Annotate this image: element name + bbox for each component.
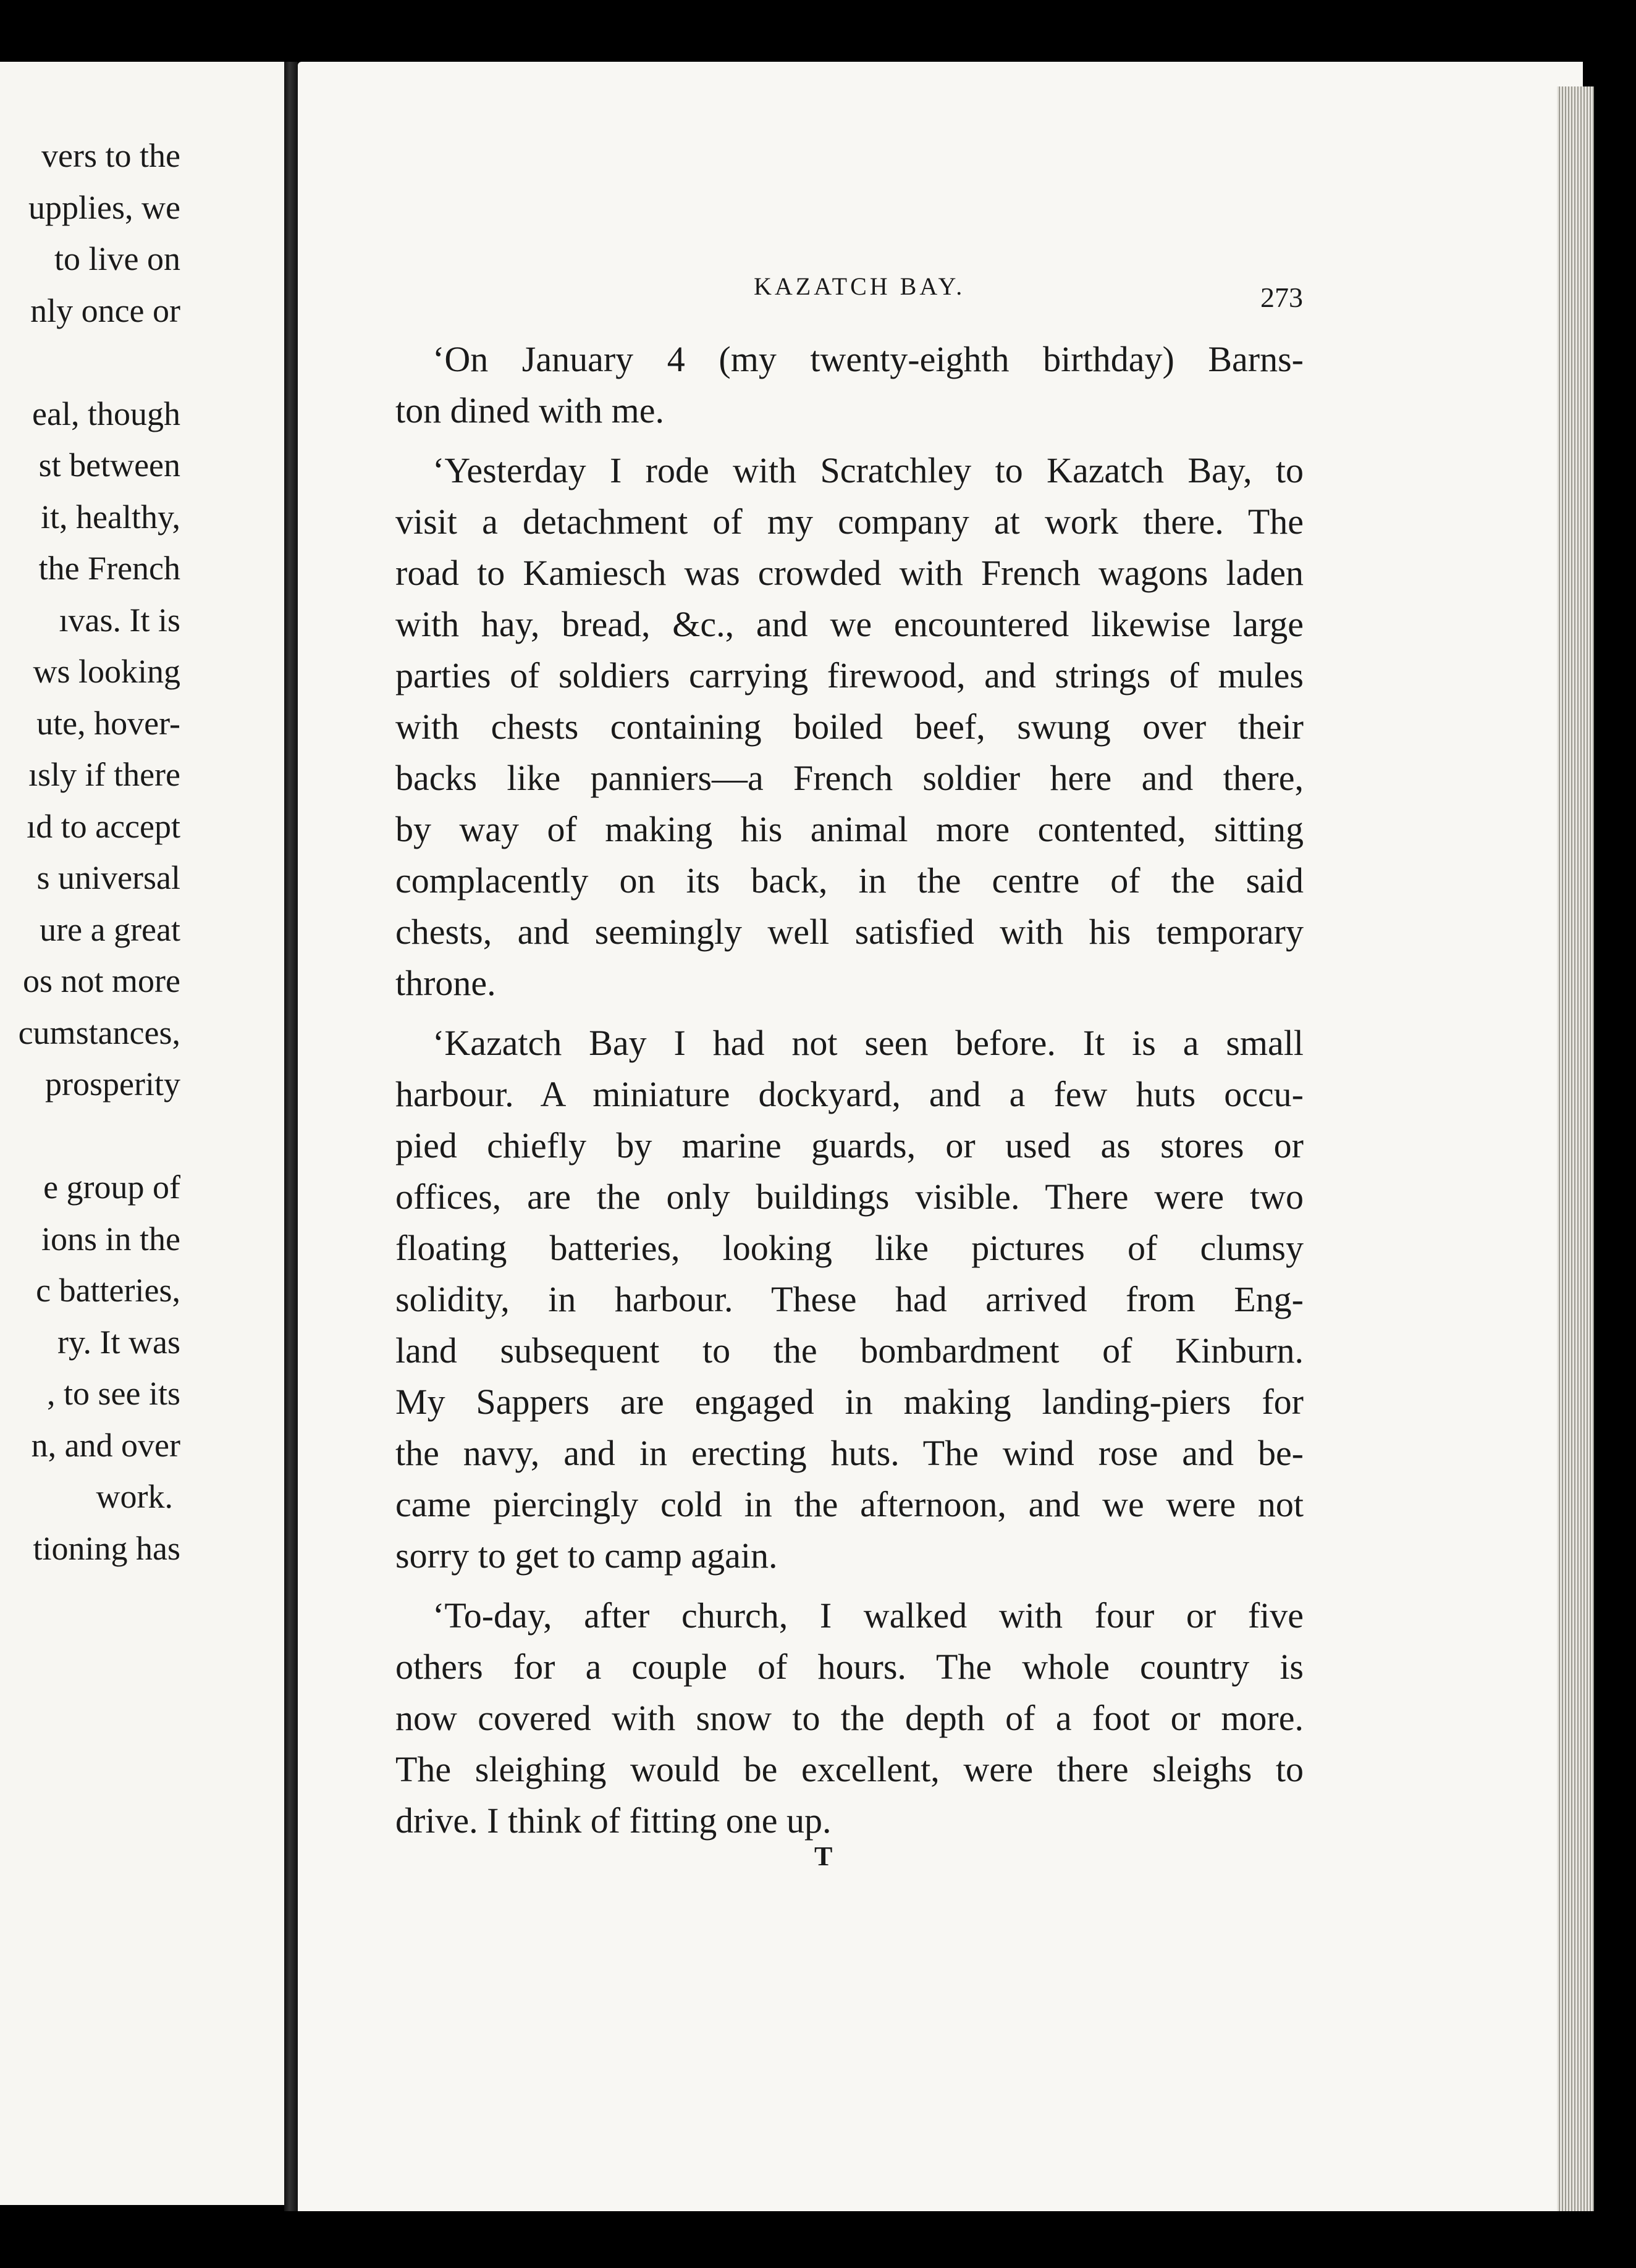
text-line: solidity, in harbour. These had arrived from Eng- — [395, 1279, 1304, 1319]
left-page-line: st between — [38, 447, 180, 484]
paragraph — [395, 1590, 1304, 1846]
left-page-line: ws looking — [33, 653, 180, 690]
text-line: floating batteries, looking like pictures of clumsy — [395, 1228, 1304, 1268]
text-line: complacently on its back, in the centre of the said — [395, 860, 1304, 901]
left-page-line: it, healthy, — [41, 498, 180, 536]
text-line: ‘Kazatch Bay I had not seen before. It is a small — [432, 1023, 1304, 1063]
text-line: The sleighing would be excellent, were there sleighs to — [395, 1749, 1304, 1789]
text-line: ton dined with me. — [395, 390, 664, 430]
text-line: parties of soldiers carrying firewood, and strings of mules — [395, 655, 1304, 695]
left-page-line: eal, though — [32, 395, 180, 432]
paragraph-gap — [395, 436, 1304, 445]
page-edges — [1557, 86, 1594, 2211]
text-line: harbour. A miniature dockyard, and a few huts occu- — [395, 1074, 1304, 1114]
left-page-line: work. — [96, 1478, 173, 1515]
left-page-line: ısly if there — [28, 756, 180, 793]
left-page-line: ute, hover- — [36, 704, 180, 742]
text-line: ‘Yesterday I rode with Scratchley to Kazatch Bay, to — [432, 450, 1304, 490]
text-line: with hay, bread, &c., and we encountered likewise large — [395, 604, 1304, 644]
running-head: KAZATCH BAY. — [754, 272, 966, 300]
text-line: offices, are the only buildings visible. There were two — [395, 1177, 1304, 1217]
text-line: others for a couple of hours. The whole country is — [395, 1647, 1304, 1687]
left-page-line: ry. It was — [57, 1323, 180, 1361]
text-line: throne. — [395, 963, 496, 1003]
left-facing-page — [0, 62, 284, 2205]
text-line: backs like panniers—a French soldier here and there, — [395, 758, 1304, 798]
left-page-line: s universal — [36, 859, 180, 896]
left-page-line: prosperity — [45, 1065, 180, 1102]
left-page-line: cumstances, — [18, 1014, 180, 1051]
left-page-line: the French — [38, 550, 180, 587]
text-line: came piercingly cold in the afternoon, and we were not — [395, 1484, 1304, 1524]
text-line: drive. I think of fitting one up. — [395, 1800, 832, 1841]
left-page-line: tioning has — [33, 1529, 180, 1567]
page-number: 273 — [1260, 282, 1303, 313]
paragraph-gap — [395, 1581, 1304, 1590]
left-page-line: c batteries, — [36, 1272, 180, 1309]
left-page-line: n, and over — [31, 1426, 180, 1464]
paragraph — [395, 1017, 1304, 1581]
signature-mark: T — [814, 1841, 833, 1871]
text-line: pied chiefly by marine guards, or used as stores or — [395, 1125, 1304, 1166]
text-line: with chests containing boiled beef, swung over their — [395, 707, 1304, 747]
paragraph — [395, 445, 1304, 1009]
text-line: by way of making his animal more contented, sitting — [395, 809, 1304, 849]
text-line: now covered with snow to the depth of a foot or more. — [395, 1698, 1304, 1738]
text-line: visit a detachment of my company at work there. The — [395, 502, 1304, 542]
text-line: My Sappers are engaged in making landing-piers for — [395, 1382, 1304, 1422]
left-page-line: e group of — [43, 1169, 180, 1206]
text-line: land subsequent to the bombardment of Kinburn. — [395, 1330, 1304, 1371]
left-page-line: vers to the — [41, 137, 180, 174]
text-line: the navy, and in erecting huts. The wind rose and be- — [395, 1433, 1304, 1473]
body-text — [395, 334, 1304, 1846]
paragraph — [395, 334, 1304, 436]
left-page-line: ıvas. It is — [59, 601, 180, 639]
text-line: ‘On January 4 (my twenty-eighth birthday) Barns- — [432, 339, 1304, 379]
left-page-line: , to see its — [47, 1375, 180, 1412]
left-page-line: ure a great — [40, 910, 180, 948]
book-gutter — [284, 62, 298, 2211]
text-line: ‘To-day, after church, I walked with four or five — [432, 1595, 1304, 1636]
left-page-line: nly once or — [30, 292, 180, 329]
text-line: sorry to get to camp again. — [395, 1535, 778, 1576]
left-page-line: ions in the — [41, 1220, 180, 1258]
left-page-line: ıd to accept — [27, 807, 180, 845]
left-page-line: to live on — [54, 240, 180, 277]
text-line: chests, and seemingly well satisfied with his temporary — [395, 912, 1304, 952]
left-page-line: os not more — [23, 962, 180, 999]
text-line: road to Kamiesch was crowded with French wagons laden — [395, 553, 1304, 593]
paragraph-gap — [395, 1009, 1304, 1017]
left-page-line: upplies, we — [28, 188, 180, 226]
